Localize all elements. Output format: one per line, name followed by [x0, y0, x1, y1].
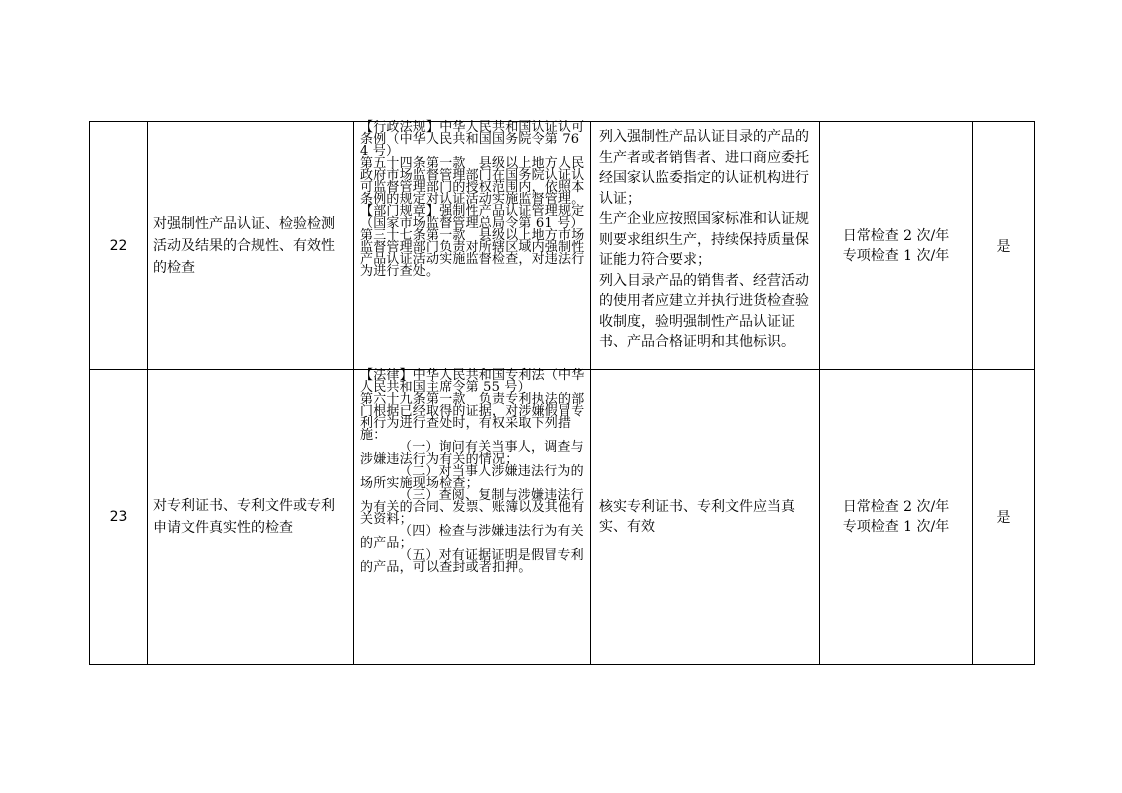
inspection-table: [89, 121, 1035, 665]
inspection-frequency: [820, 122, 973, 370]
basis-paragraph: 第五十四条第一款 县级以上地方人民政府市场监督管理部门在国务院认证认可监督管理部门的授权范围内，依照本条例的规定对认证活动实施监督管理。: [360, 156, 585, 207]
yes-flag: 是: [973, 370, 1035, 665]
basis-paragraph: （四）检查与涉嫌违法行为有关的产品；: [360, 524, 584, 551]
inspection-item: 对专利证书、专利文件或专利申请文件真实性的检查: [148, 370, 354, 665]
content-paragraph: 生产企业应按照国家标准和认证规则要求组织生产，持续保持质量保证能力符合要求；: [599, 211, 809, 268]
legal-basis: [354, 122, 591, 370]
content-paragraph: 列入强制性产品认证目录的产品的生产者或者销售者、进口商应委托经国家认监委指定的认证机构进行认证；: [599, 129, 809, 207]
basis-paragraph: 【部门规章】强制性产品认证管理规定（国家市场监督管理总局令第 61 号）: [360, 204, 585, 231]
basis-paragraph: 第六十九条第一款 负责专利执法的部门根据已经取得的证据，对涉嫌假冒专利行为进行查处时，有权采取下列措施：: [360, 392, 585, 443]
basis-paragraph: （三）查阅、复制与涉嫌违法行为有关的合同、发票、账簿以及其他有关资料；: [360, 488, 585, 527]
content-paragraph: 核实专利证书、专利文件应当真实、有效: [599, 498, 795, 535]
table-row: [90, 122, 1035, 370]
basis-paragraph: 【行政法规】中华人民共和国认证认可条例（中华人民共和国国务院令第 764 号）: [360, 120, 585, 159]
inspection-item: 对强制性产品认证、检验检测活动及结果的合规性、有效性的检查: [148, 122, 354, 370]
special-frequency: 专项检查 1 次/年: [842, 247, 950, 264]
special-frequency: 专项检查 1 次/年: [842, 519, 950, 535]
basis-paragraph: （一）询问有关当事人，调查与涉嫌违法行为有关的情况；: [360, 440, 584, 467]
daily-frequency: 日常检查 2 次/年: [842, 227, 950, 244]
basis-paragraph: （五）对有证据证明是假冒专利的产品，可以查封或者扣押。: [360, 548, 584, 575]
table-row: [90, 370, 1035, 665]
basis-paragraph: （二）对当事人涉嫌违法行为的场所实施现场检查；: [360, 464, 584, 491]
daily-frequency: 日常检查 2 次/年: [842, 499, 950, 515]
row-number: 23: [90, 370, 148, 665]
content-paragraph: 列入目录产品的销售者、经营活动的使用者应建立并执行进货检查验收制度，验明强制性产品认证证书、产品合格证明和其他标识。: [599, 272, 809, 350]
inspection-content: [591, 122, 820, 370]
inspection-frequency: [820, 370, 973, 665]
inspection-content: [591, 370, 820, 665]
basis-paragraph: 【法律】中华人民共和国专利法（中华人民共和国主席令第 55 号）: [360, 368, 585, 395]
yes-flag: 是: [973, 122, 1035, 370]
legal-basis: [354, 370, 591, 665]
row-number: 22: [90, 122, 148, 370]
basis-paragraph: 第三十七条第一款 县级以上地方市场监督管理部门负责对所辖区域内强制性产品认证活动实施监督检查，对违法行为进行查处。: [360, 228, 585, 279]
